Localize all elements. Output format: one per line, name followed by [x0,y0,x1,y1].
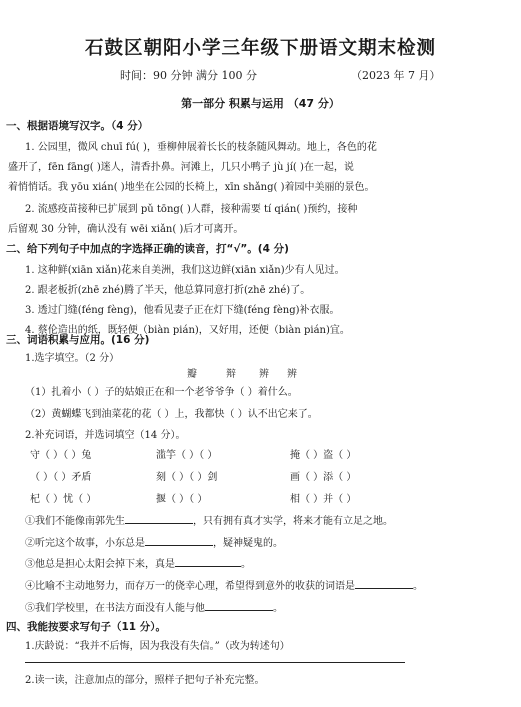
idiom-cell: 守（ ）（ ）兔 [30,450,92,461]
question-3-title: 三、词语积累与应用。(16 分) [6,334,150,346]
q1-line-1: 1. 公园里，微风 chuī fú( )，垂柳伸展着长长的枝条随风舞动。地上，各色的花 [25,142,377,153]
fill-line-5: ⑤我们学校里，在书法方面没有人能与他 。 [25,599,283,614]
fill-line-4: ④比喻不主动地努力，而存万一的侥幸心理，希望得到意外的收获的词语是 。 [25,577,423,592]
question-2-title: 二、给下列句子中加点的字选择正确的读音，打“√”。(4 分) [6,243,289,255]
time-info: 时间：90 分钟 满分 100 分 [120,69,257,82]
idiom-cell: 相（ ）并（ ） [290,494,357,505]
q2-line-4: 4. 蔡伦造出的纸，既轻便（biàn pián)，又好用，还便（biàn pián)宜。 [25,325,350,336]
q1-line-4: 2. 流感疫苗接种已扩展到 pǔ tōng( )人群，接种需要 tí qián( )预约，接种 [25,204,358,215]
q3-sub2-title: 2.补充词语，并选词填空（14 分）。 [25,430,186,441]
q1-line-5: 后留观 30 分钟，确认没有 wēi xiǎn( )后才可离开。 [8,224,244,235]
answer-blank[interactable] [175,555,241,567]
q1-line-2: 盛开了，fēn fāng( )迷人，清香扑鼻。河滩上，几只小鸭子 jù jí( )在一起，说 [8,162,354,173]
answer-blank[interactable] [145,534,213,546]
fill-line-1: ①我们不能像南郭先生 ，只有拥有真才实学，将来才能有立足之地。 [25,512,393,527]
choice-char-1: 瓣 [187,369,197,380]
choice-char-3: 辨 [259,369,269,380]
question-4-title: 四、我能按要求写句子（11 分）。 [6,621,167,633]
exam-title: 石鼓区朝阳小学三年级下册语文期末检测 [84,38,436,59]
q1-line-3: 着悄悄话。我 yōu xián( )地坐在公园的长椅上，xīn shǎng( )着园中美丽的景色。 [8,182,375,193]
q4-line-1: 1.庆龄说：“我并不后悔，因为我没有失信。”（改为转述句） [25,641,290,652]
idiom-cell: 揠（ ）（ ） [156,494,208,505]
part-one-title: 第一部分 积累与运用 （47 分） [181,97,340,110]
idiom-cell: 杞（ ）忧（ ） [30,494,97,505]
q2-line-3: 3. 透过门缝(féng fèng)，他看见妻子正在灯下缝(féng fèng)补衣服。 [25,305,340,316]
exam-date: （2023 年 7 月） [351,69,441,82]
q3-sub1-line-1: （1）扎着小（ ）子的姑娘正在和一个老爷爷争（ ）着什么。 [25,387,298,398]
q4-line-2: 2.读一读，注意加点的部分，照样子把句子补充完整。 [25,675,265,686]
answer-line[interactable] [25,662,405,663]
idiom-cell: 刻（ ）（ ）剑 [156,472,218,483]
idiom-cell: 滥竽（ ）（ ） [156,450,218,461]
fill-line-3: ③他总是担心太阳会掉下来，真是 。 [25,555,251,570]
fill-line-2: ②听完这个故事，小东总是 ，疑神疑鬼的。 [25,534,283,549]
idiom-cell: （ ）（ ）矛盾 [30,472,92,483]
idiom-cell: 画（ ）添（ ） [290,472,357,483]
q2-line-2: 2. 跟老板折(zhē zhé)腾了半天，他总算同意打折(zhē zhé)了。 [25,285,311,296]
q3-sub1-line-2: （2）黄蝴蝶飞到油菜花的花（ ）上，我都快（ ）认不出它来了。 [25,409,318,420]
idiom-cell: 掩（ ）盗（ ） [290,450,357,461]
q3-sub1-title: 1.选字填空。（2 分） [25,353,120,364]
q2-line-1: 1. 这种鲜(xiān xiǎn)花来自美洲，我们这边鲜(xiān xiǎn)少有人见过。 [25,265,345,276]
answer-blank[interactable] [355,577,413,589]
question-1-title: 一、根据语境写汉字。（4 分） [6,120,149,132]
answer-blank[interactable] [125,512,193,524]
choice-char-4: 辨 [287,369,297,380]
answer-blank[interactable] [205,599,273,611]
choice-char-2: 辩 [226,369,236,380]
